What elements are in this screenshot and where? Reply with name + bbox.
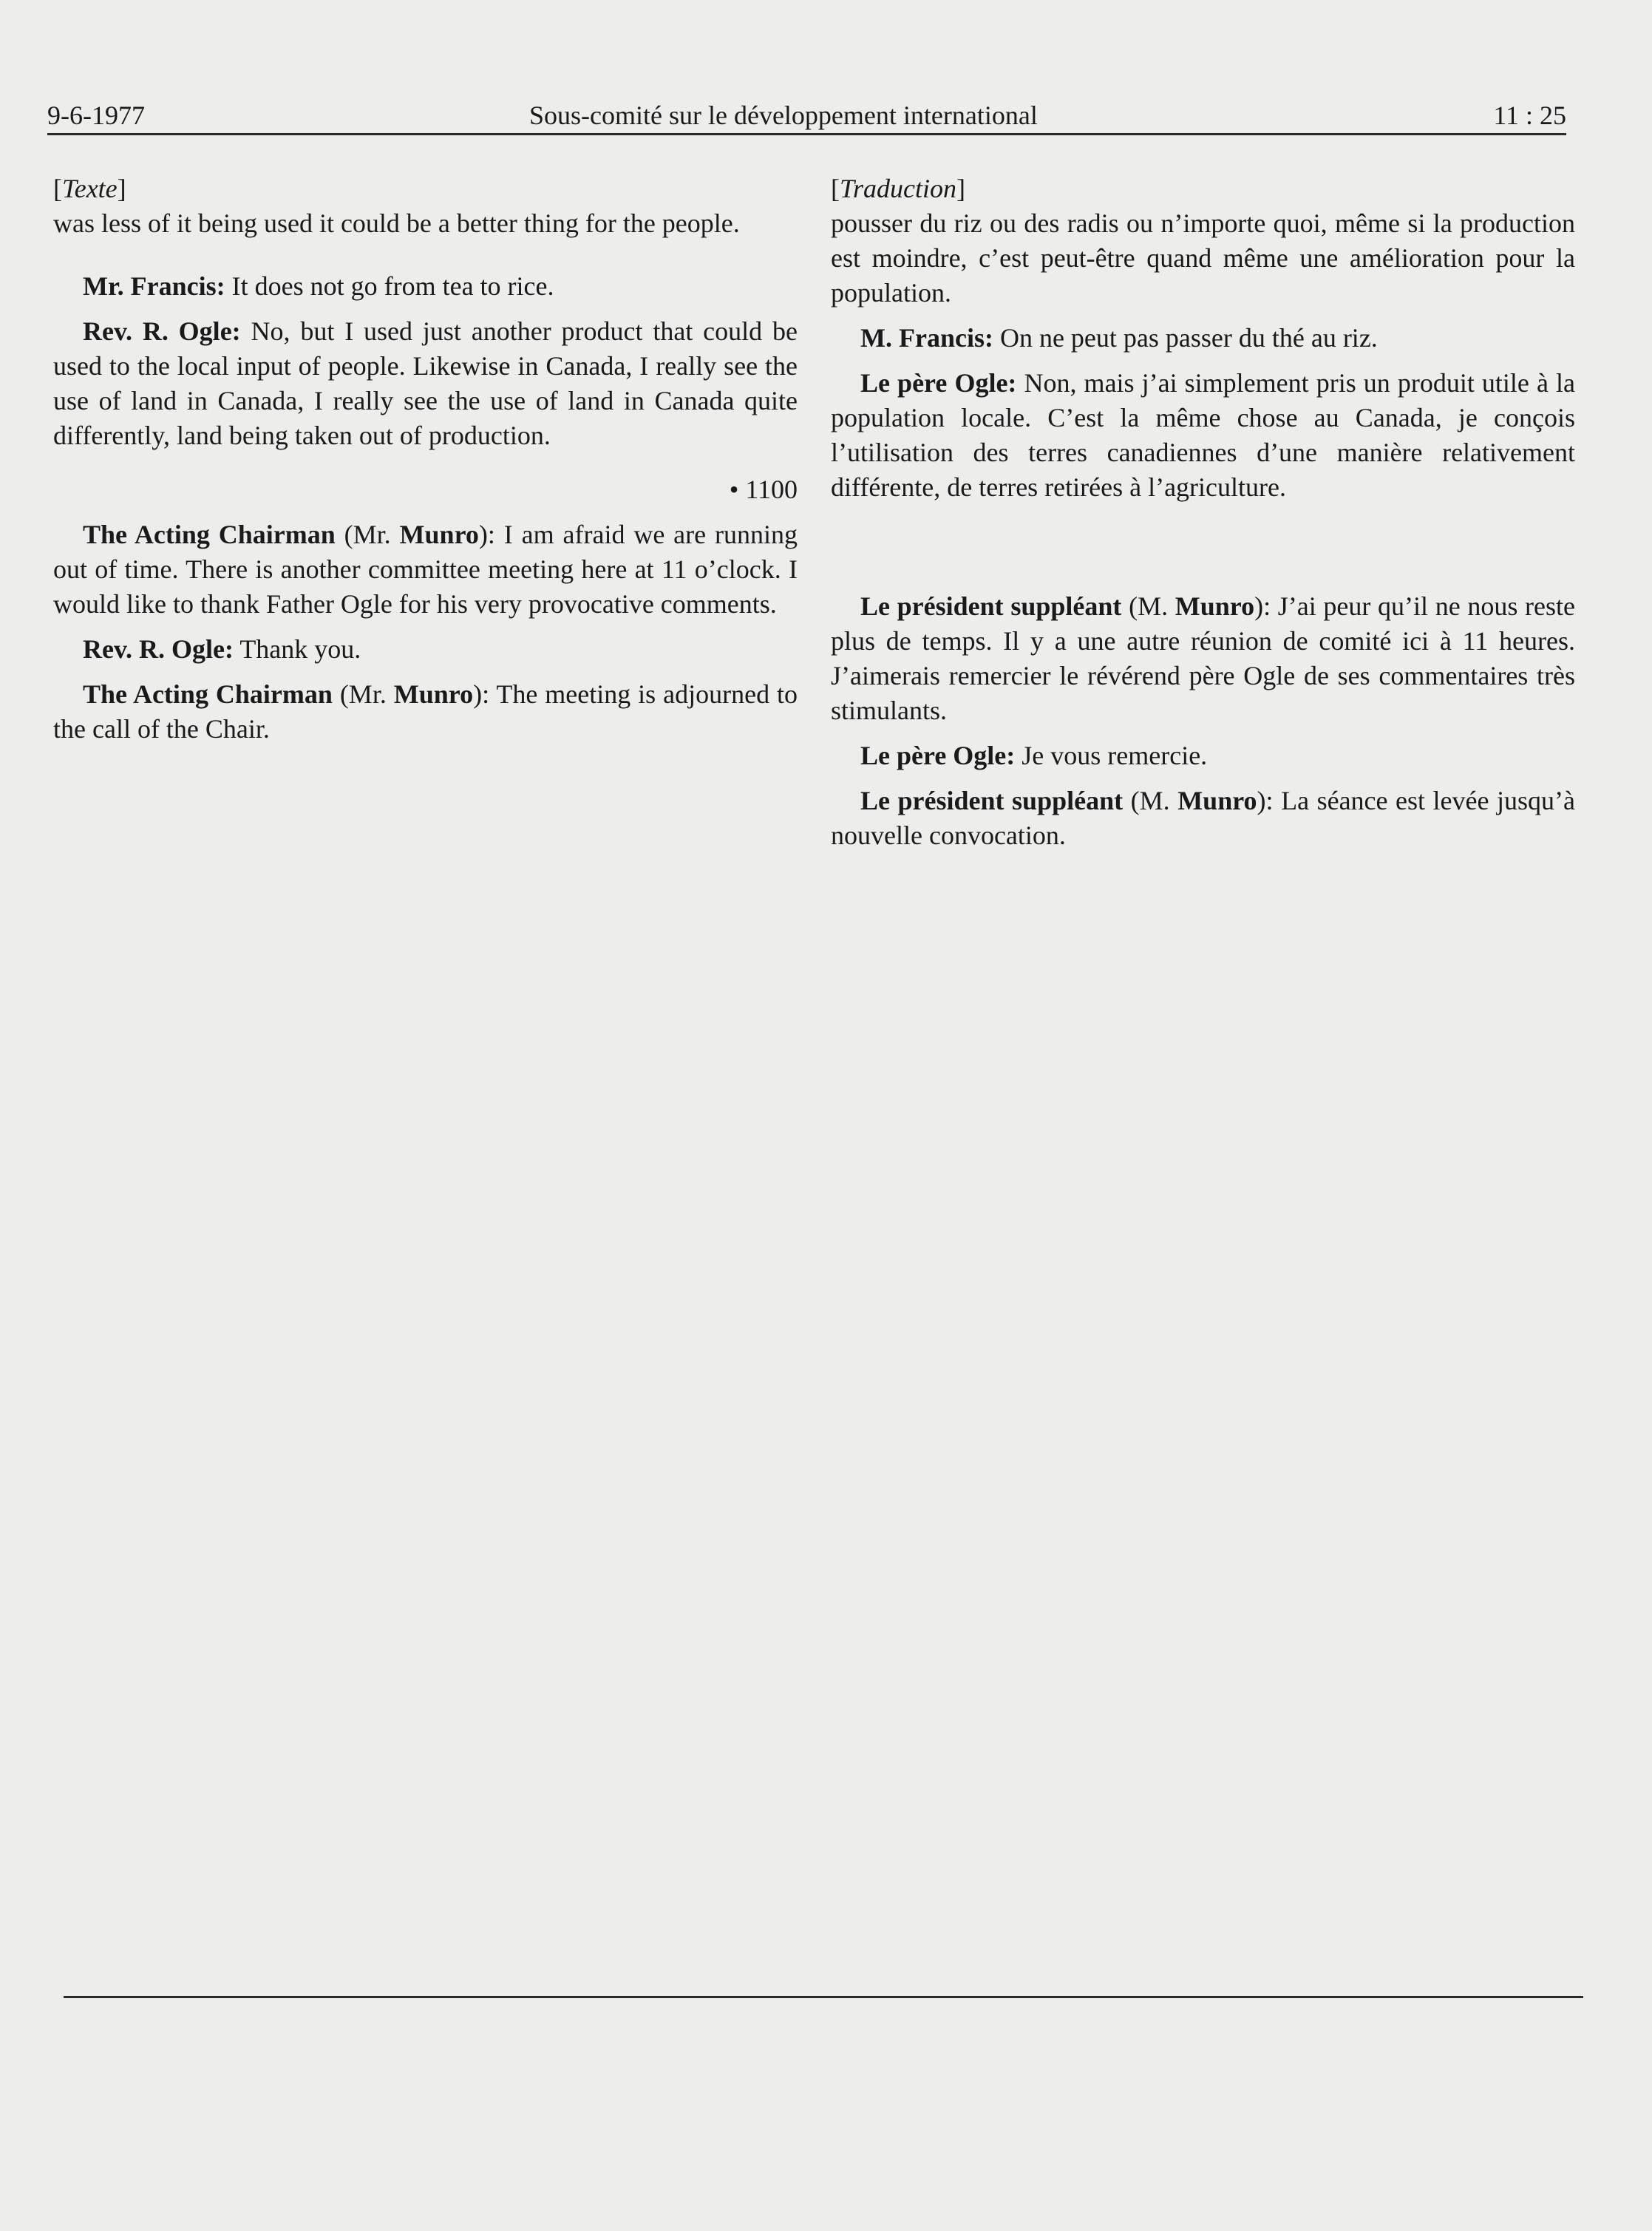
language-label-french xyxy=(831,172,1575,206)
page-header xyxy=(47,95,1566,135)
header-date: 9-6-1977 xyxy=(47,101,145,130)
speaker-name: Munro xyxy=(1177,786,1257,815)
label-bracket-close: ] xyxy=(117,174,126,203)
speaker-name: Munro xyxy=(393,679,474,709)
speech-paragraph xyxy=(831,366,1575,505)
speech-paragraph xyxy=(53,677,798,747)
speaker-name: Munro xyxy=(399,520,479,549)
speaker-name: Mr. Francis: xyxy=(83,271,225,301)
speaker-paren: (M. xyxy=(1121,591,1175,621)
speech-paragraph xyxy=(53,314,798,453)
speech-paragraph xyxy=(53,517,798,622)
header-page-number: 11 : 25 xyxy=(1493,101,1566,130)
speech-text: No, but I used just another product that could be used to the local input of people. Likewise in Canada, I really see the use of land in Canada, I really see the use of land in Canada quite differently, land being taken out of production. xyxy=(53,316,798,450)
speaker-paren-close: ): xyxy=(478,520,495,549)
speech-paragraph xyxy=(831,784,1575,853)
continuation-paragraph: was less of it being used it could be a better thing for the people. xyxy=(53,208,740,238)
speaker-name: Rev. R. Ogle: xyxy=(83,634,234,664)
speaker-paren: (M. xyxy=(1123,786,1178,815)
label-bracket-open: [ xyxy=(831,174,840,203)
column-spacer xyxy=(831,505,1575,561)
label-text: Texte xyxy=(62,174,118,203)
continuation-paragraph: pousser du riz ou des radis ou n’importe quoi, même si la production est moindre, c’est peut-être quand même une amélioration pour la population. xyxy=(831,208,1575,308)
time-marker: • 1100 xyxy=(729,475,798,504)
speech-text: On ne peut pas passer du thé au riz. xyxy=(993,323,1378,353)
footer-rule xyxy=(64,1996,1583,1998)
speech-paragraph xyxy=(53,632,798,667)
speech-text: I am afraid we are running out of time. There is another committee meeting here at 11 o’clock. I would like to thank Father Ogle for his very provocative comments. xyxy=(53,520,798,619)
speech-text: Thank you. xyxy=(233,634,361,664)
label-bracket-open: [ xyxy=(53,174,62,203)
label-text: Traduction xyxy=(840,174,957,203)
speaker-name: Rev. R. Ogle: xyxy=(83,316,241,346)
english-column xyxy=(53,172,798,747)
speech-paragraph xyxy=(53,269,798,304)
label-bracket-close: ] xyxy=(956,174,966,203)
speaker-title: Le président suppléant xyxy=(860,786,1124,815)
speech-paragraph xyxy=(831,738,1575,773)
speech-text: Je vous remercie. xyxy=(1015,741,1208,770)
speech-text: It does not go from tea to rice. xyxy=(225,271,554,301)
language-label-english xyxy=(53,172,798,206)
speaker-paren: (Mr. xyxy=(335,520,400,549)
speech-paragraph xyxy=(831,589,1575,728)
speaker-title: The Acting Chairman xyxy=(83,679,333,709)
header-title: Sous-comité sur le développement international xyxy=(529,101,1038,130)
speaker-name: M. Francis: xyxy=(860,323,993,353)
speaker-name: Munro xyxy=(1175,591,1255,621)
speech-text: La séance est levée jusqu’à nouvelle convocation. xyxy=(831,786,1575,850)
speaker-name: Le père Ogle: xyxy=(860,741,1016,770)
speech-paragraph xyxy=(831,321,1575,356)
speaker-paren-close: ): xyxy=(473,679,490,709)
speaker-paren-close: ): xyxy=(1257,786,1274,815)
speaker-name: Le père Ogle: xyxy=(860,368,1017,398)
french-column xyxy=(831,172,1575,853)
speech-text: The meeting is adjourned to the call of the Chair. xyxy=(53,679,798,744)
speech-text: Non, mais j’ai simplement pris un produit utile à la population locale. C’est la même chose au Canada, je conçois l’utilisation des terres canadiennes d’une manière relativement différente, de terres retirées à l’agriculture. xyxy=(831,368,1575,502)
speaker-paren: (Mr. xyxy=(332,679,394,709)
speaker-title: The Acting Chairman xyxy=(83,520,336,549)
speaker-title: Le président suppléant xyxy=(860,591,1122,621)
speaker-paren-close: ): xyxy=(1254,591,1271,621)
speech-text: J’ai peur qu’il ne nous reste plus de temps. Il y a une autre réunion de comité ici à 11 heures. J’aimerais remercier le révérend père Ogle de ses commentaires très stimulants. xyxy=(831,591,1576,725)
